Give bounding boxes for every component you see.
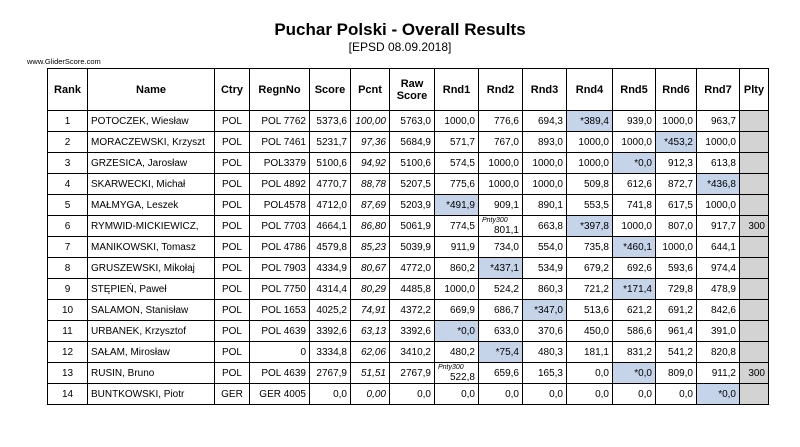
regn-cell: POL 7750 [250,279,310,300]
percent-cell: 74,91 [351,300,390,321]
round-7-cell: 1000,0 [697,132,740,153]
round-2-cell: 0,0 [479,384,523,405]
country-cell: POL [215,300,250,321]
country-cell: POL [215,153,250,174]
score-cell: 5373,6 [310,111,351,132]
pilot-name-cell: RYMWID-MICKIEWICZ, [88,216,215,237]
round-4-cell: 0,0 [567,384,613,405]
round-6-cell: 807,0 [656,216,697,237]
page-subtitle: [EPSD 08.09.2018] [348,40,452,54]
country-cell: POL [215,342,250,363]
regn-cell: POL 4786 [250,237,310,258]
round-1-cell: 480,2 [435,342,479,363]
round-6-cell: 1000,0 [656,237,697,258]
penalty-cell [740,300,769,321]
score-cell: 4025,2 [310,300,351,321]
score-cell: 4579,8 [310,237,351,258]
round-4-cell: *389,4 [567,111,613,132]
score-cell: 3334,8 [310,342,351,363]
regn-cell: POL 4639 [250,321,310,342]
round-6-cell: 729,8 [656,279,697,300]
rank-cell: 14 [48,384,88,405]
regn-cell: POL4578 [250,195,310,216]
percent-cell: 100,00 [351,111,390,132]
penalty-cell [740,174,769,195]
penalty-note: Pnty300 [438,363,464,371]
round-3-cell: 554,0 [523,237,567,258]
col-rnd6: Rnd6 [656,69,697,111]
col-pcnt: Pcnt [351,69,390,111]
table-row [48,342,769,363]
regn-cell: POL 7703 [250,216,310,237]
raw-score-cell: 5684,9 [390,132,435,153]
round-2-cell: *437,1 [479,258,523,279]
pilot-name-cell: POTOCZEK, Wiesław [88,111,215,132]
percent-cell: 0,00 [351,384,390,405]
round-6-cell: *453,2 [656,132,697,153]
table-row [48,279,769,300]
page-title: Puchar Polski - Overall Results [274,20,526,39]
pilot-name-cell: RUSIN, Bruno [88,363,215,384]
round-3-cell: 890,1 [523,195,567,216]
percent-cell: 80,29 [351,279,390,300]
raw-score-cell: 5207,5 [390,174,435,195]
round-3-cell: 893,0 [523,132,567,153]
regn-cell: 0 [250,342,310,363]
table-row [48,300,769,321]
table-row [48,111,769,132]
regn-cell: POL 7461 [250,132,310,153]
country-cell: POL [215,321,250,342]
round-7-cell: 911,2 [697,363,740,384]
round-2-cell: 1000,0 [479,153,523,174]
country-cell: POL [215,363,250,384]
table-row [48,237,769,258]
raw-score-cell: 2767,9 [390,363,435,384]
round-5-cell: *0,0 [613,153,656,174]
results-table [47,68,769,405]
rank-cell: 11 [48,321,88,342]
raw-score-cell: 4485,8 [390,279,435,300]
rank-cell: 6 [48,216,88,237]
penalty-cell [740,195,769,216]
raw-score-cell: 4372,2 [390,300,435,321]
col-rnd4: Rnd4 [567,69,613,111]
round-6-cell: 912,3 [656,153,697,174]
round-1-cell: 0,0 [435,384,479,405]
round-4-cell: 1000,0 [567,132,613,153]
rank-cell: 7 [48,237,88,258]
country-cell: POL [215,132,250,153]
col-raw-score: Raw Score [390,69,435,111]
round-4-cell: 679,2 [567,258,613,279]
raw-score-cell: 5763,0 [390,111,435,132]
round-1-cell: 574,5 [435,153,479,174]
percent-cell: 80,67 [351,258,390,279]
round-2-cell: *75,4 [479,342,523,363]
round-5-cell: 692,6 [613,258,656,279]
pilot-name-cell: SALAMON, Stanisław [88,300,215,321]
round-5-cell: 1000,0 [613,132,656,153]
round-4-cell: 0,0 [567,363,613,384]
round-7-cell: 391,0 [697,321,740,342]
round-5-cell: 741,8 [613,195,656,216]
round-2-cell: 734,0 [479,237,523,258]
penalty-cell [740,279,769,300]
round-5-cell: 586,6 [613,321,656,342]
penalty-cell [740,237,769,258]
col-rnd5: Rnd5 [613,69,656,111]
raw-score-cell: 4772,0 [390,258,435,279]
penalty-cell [740,384,769,405]
round-2-cell: 1000,0 [479,174,523,195]
raw-score-cell: 5061,9 [390,216,435,237]
country-cell: POL [215,279,250,300]
round-5-cell: *460,1 [613,237,656,258]
penalty-cell [740,321,769,342]
round-6-cell: 0,0 [656,384,697,405]
round-4-cell: 513,6 [567,300,613,321]
regn-cell: POL 7762 [250,111,310,132]
round-4-cell: 181,1 [567,342,613,363]
round-3-cell: 1000,0 [523,153,567,174]
penalty-cell: 300 [740,363,769,384]
round-3-cell: 663,8 [523,216,567,237]
round-4-cell: 735,8 [567,237,613,258]
table-row [48,258,769,279]
table-row [48,153,769,174]
table-row [48,363,769,384]
table-row [48,195,769,216]
round-5-cell: 1000,0 [613,216,656,237]
round-5-cell: *171,4 [613,279,656,300]
round-3-cell: *347,0 [523,300,567,321]
col-rnd2: Rnd2 [479,69,523,111]
score-cell: 4712,0 [310,195,351,216]
round-value: 801,1 [493,224,519,236]
round-3-cell: 480,3 [523,342,567,363]
raw-score-cell: 0,0 [390,384,435,405]
regn-cell: POL3379 [250,153,310,174]
round-5-cell: 621,2 [613,300,656,321]
table-row [48,216,769,237]
round-5-cell: *0,0 [613,363,656,384]
raw-score-cell: 5039,9 [390,237,435,258]
table-row [48,132,769,153]
table-row [48,174,769,195]
round-7-cell: *436,8 [697,174,740,195]
round-4-cell: 509,8 [567,174,613,195]
penalty-cell [740,111,769,132]
regn-cell: POL 4639 [250,363,310,384]
round-7-cell: 478,9 [697,279,740,300]
col-rnd3: Rnd3 [523,69,567,111]
round-2-cell: 776,6 [479,111,523,132]
round-7-cell: 842,6 [697,300,740,321]
rank-cell: 3 [48,153,88,174]
round-2-cell: 909,1 [479,195,523,216]
penalty-cell [740,258,769,279]
col-rank: Rank [48,69,88,111]
pilot-name-cell: BUNTKOWSKI, Piotr [88,384,215,405]
round-2-cell: 659,6 [479,363,523,384]
round-1-cell: 775,6 [435,174,479,195]
round-7-cell: 820,8 [697,342,740,363]
percent-cell: 97,36 [351,132,390,153]
round-1-cell: 911,9 [435,237,479,258]
rank-cell: 1 [48,111,88,132]
round-3-cell: 534,9 [523,258,567,279]
round-7-cell: 963,7 [697,111,740,132]
penalty-cell: 300 [740,216,769,237]
country-cell: POL [215,195,250,216]
round-value: 522,8 [449,371,475,383]
col-rnd1: Rnd1 [435,69,479,111]
round-3-cell: 860,3 [523,279,567,300]
rank-cell: 9 [48,279,88,300]
rank-cell: 12 [48,342,88,363]
round-1-cell: 571,7 [435,132,479,153]
round-6-cell: 872,7 [656,174,697,195]
regn-cell: POL 7903 [250,258,310,279]
penalty-note: Pnty300 [482,216,508,224]
score-cell: 4664,1 [310,216,351,237]
score-cell: 0,0 [310,384,351,405]
pilot-name-cell: SAŁAM, Mirosław [88,342,215,363]
round-6-cell: 961,4 [656,321,697,342]
country-cell: POL [215,237,250,258]
regn-cell: POL 1653 [250,300,310,321]
round-1-cell: *0,0 [435,321,479,342]
percent-cell: 51,51 [351,363,390,384]
round-1-cell: 669,9 [435,300,479,321]
pilot-name-cell: URBANEK, Krzysztof [88,321,215,342]
score-cell: 3392,6 [310,321,351,342]
table-row [48,321,769,342]
country-cell: POL [215,111,250,132]
raw-score-cell: 5100,6 [390,153,435,174]
round-5-cell: 612,6 [613,174,656,195]
col-rnd7: Rnd7 [697,69,740,111]
country-cell: POL [215,258,250,279]
score-cell: 5100,6 [310,153,351,174]
penalty-cell [740,132,769,153]
results-body [48,111,769,405]
rank-cell: 10 [48,300,88,321]
regn-cell: POL 4892 [250,174,310,195]
round-1-cell: 1000,0 [435,111,479,132]
regn-cell: GER 4005 [250,384,310,405]
header-row [48,69,769,111]
round-2-cell [479,216,523,237]
percent-cell: 62,06 [351,342,390,363]
round-2-cell: 767,0 [479,132,523,153]
rank-cell: 2 [48,132,88,153]
country-cell: POL [215,216,250,237]
round-6-cell: 541,2 [656,342,697,363]
col-score: Score [310,69,351,111]
round-7-cell: 1000,0 [697,195,740,216]
round-3-cell: 1000,0 [523,174,567,195]
col-plty: Plty [740,69,769,111]
round-5-cell: 0,0 [613,384,656,405]
round-2-cell: 633,0 [479,321,523,342]
rank-cell: 4 [48,174,88,195]
round-7-cell: 644,1 [697,237,740,258]
percent-cell: 86,80 [351,216,390,237]
round-5-cell: 831,2 [613,342,656,363]
table-row [48,384,769,405]
round-3-cell: 370,6 [523,321,567,342]
round-5-cell: 939,0 [613,111,656,132]
round-4-cell: 721,2 [567,279,613,300]
round-1-cell: *491,9 [435,195,479,216]
country-cell: GER [215,384,250,405]
rank-cell: 5 [48,195,88,216]
round-1-cell: 860,2 [435,258,479,279]
round-1-cell: 1000,0 [435,279,479,300]
round-4-cell: 553,5 [567,195,613,216]
site-label: www.GliderScore.com [27,57,101,66]
round-7-cell: *0,0 [697,384,740,405]
col-regn: RegnNo [250,69,310,111]
round-6-cell: 593,6 [656,258,697,279]
pilot-name-cell: MAŁMYGA, Leszek [88,195,215,216]
score-cell: 4314,4 [310,279,351,300]
percent-cell: 94,92 [351,153,390,174]
round-4-cell: 450,0 [567,321,613,342]
round-6-cell: 617,5 [656,195,697,216]
pilot-name-cell: SKARWECKI, Michał [88,174,215,195]
percent-cell: 85,23 [351,237,390,258]
rank-cell: 8 [48,258,88,279]
pilot-name-cell: GRZESICA, Jarosław [88,153,215,174]
round-6-cell: 809,0 [656,363,697,384]
round-1-cell: 774,5 [435,216,479,237]
pilot-name-cell: MORACZEWSKI, Krzyszt [88,132,215,153]
round-4-cell: 1000,0 [567,153,613,174]
col-ctry: Ctry [215,69,250,111]
pilot-name-cell: STĘPIEŃ, Paweł [88,279,215,300]
round-3-cell: 694,3 [523,111,567,132]
round-3-cell: 165,3 [523,363,567,384]
pilot-name-cell: GRUSZEWSKI, Mikołaj [88,258,215,279]
pilot-name-cell: MANIKOWSKI, Tomasz [88,237,215,258]
raw-score-cell: 3392,6 [390,321,435,342]
round-6-cell: 1000,0 [656,111,697,132]
round-2-cell: 686,7 [479,300,523,321]
round-3-cell: 0,0 [523,384,567,405]
percent-cell: 63,13 [351,321,390,342]
round-7-cell: 974,4 [697,258,740,279]
score-cell: 4334,9 [310,258,351,279]
round-2-cell: 524,2 [479,279,523,300]
round-1-cell [435,363,479,384]
percent-cell: 88,78 [351,174,390,195]
round-6-cell: 691,2 [656,300,697,321]
round-7-cell: 917,7 [697,216,740,237]
penalty-cell [740,342,769,363]
rank-cell: 13 [48,363,88,384]
penalty-cell [740,153,769,174]
round-7-cell: 613,8 [697,153,740,174]
score-cell: 5231,7 [310,132,351,153]
col-name: Name [88,69,215,111]
score-cell: 4770,7 [310,174,351,195]
raw-score-cell: 5203,9 [390,195,435,216]
percent-cell: 87,69 [351,195,390,216]
score-cell: 2767,9 [310,363,351,384]
raw-score-cell: 3410,2 [390,342,435,363]
round-4-cell: *397,8 [567,216,613,237]
country-cell: POL [215,174,250,195]
